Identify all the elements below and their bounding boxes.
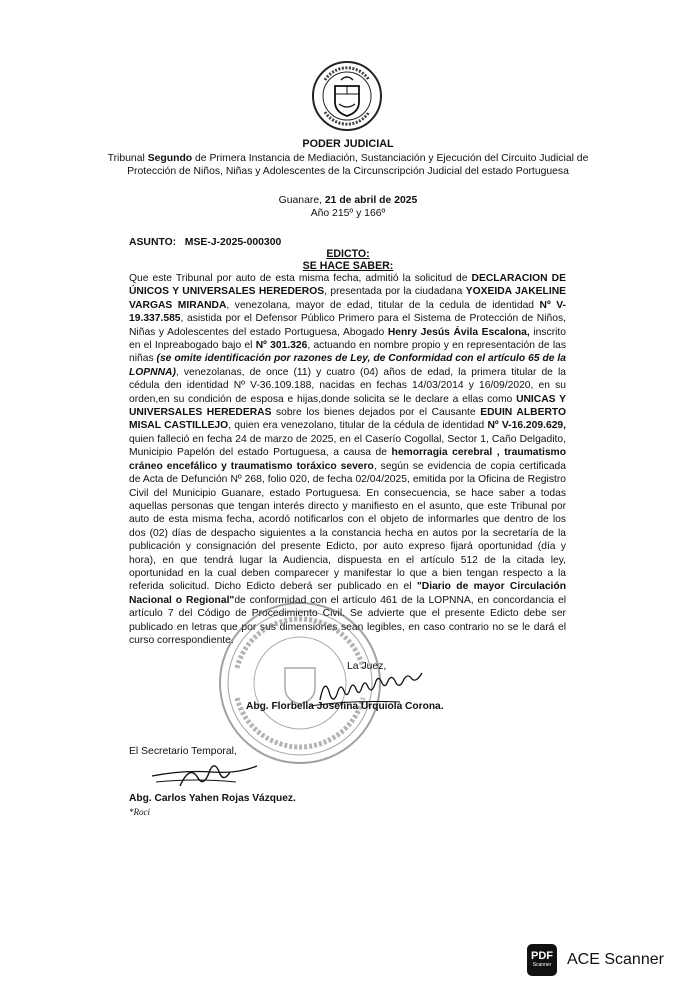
judge-name: Abg. Florbella Josefina Urquiola Corona. <box>246 701 444 712</box>
typist-initials: *Roci <box>129 807 150 817</box>
case-number: ASUNTO: MSE-J-2025-000300 <box>129 237 282 248</box>
scanner-watermark <box>527 944 664 976</box>
year-line: Año 215º y 166º <box>310 208 386 219</box>
document-date: Guanare, 21 de abril de 2025 <box>278 195 418 206</box>
tribunal-seal-icon <box>311 60 383 132</box>
court-title: PODER JUDICIAL <box>302 138 394 150</box>
pdf-scanner-logo-icon: PDF Scanner <box>527 944 557 976</box>
secretary-label: El Secretario Temporal, <box>129 746 237 757</box>
scanner-app-name: ACE Scanner <box>567 951 664 968</box>
edict-title: EDICTO: <box>326 248 370 260</box>
tribunal-description: Tribunal Segundo de Primera Instancia de Mediación, Sustanciación y Ejecución del Circuito Judicial de Protección de Niños, Niñas y Adolescentes de la Circunscripción Judicial del estado Portuguesa <box>107 153 589 177</box>
edict-body: Que este Tribunal por auto de esta misma fecha, admitió la solicitud de DECLARACION DE ÚNICOS Y UNIVERSALES HEREDEROS, presentada por la ciudadana YOXEIDA JAKELINE VARGAS MIRANDA, venezolana, mayor de edad, titular de la cedula de identidad Nº V-19.337.585, asistida por el Defensor Público Primero para el Sistema de Protección de Niños, Niñas y Adolescentes del estado Portuguesa, Abogado Henry Jesús Ávila Escalona, inscrito en el Inpreabogado bajo el Nº 301.326, actuando en nombre propio y en representación de las niñas (se omite identificación por razones de Ley, de Conformidad con el artículo 65 de la LOPNNA), venezolanas, de once (11) y cuatro (04) años de edad, la primera titular de la cédula den identidad Nº V-36.109.188, nacidas en fechas 14/03/2014 y 16/09/2020, en su orden,en su condición de esposa e hijas,donde solicita se le declare a ellas como UNICAS Y UNIVERSALES HEREDERAS sobre los bienes dejados por el Causante EDUIN ALBERTO MISAL CASTILLEJO, quien era venezolano, titular de la cédula de identidad Nº V-16.209.629, quien falleció en fecha 24 de marzo de 2025, en el Caserío Cogollal, Sector 1, Caño Delgadito, Municipio Papelón del estado Portuguesa, a causa de hemorragia cerebral , traumatismo cráneo encefálico y traumatismo toráxico severo, según se evidencia de copia certificada de Acta de Defunción Nº 268, folio 020, de fecha 02/04/2025, emitida por la Oficina de Registro Civil del Municipio Guanare, estado Portuguesa. En consecuencia, se hace saber a todas aquellas personas que tengan interés directo y manifiesto en el asunto, que este Tribunal por auto de esta misma fecha, acordó notificarlos con el objeto de informarles que dentro de los dos (02) días de despacho siguientes a la constancia hecha en autos por la secretaría de la publicación y consignación del presente Edicto, por auto expreso fijará oportunidad (día y hora), en que tendrá lugar la Audiencia, dispuesta en el artículo 512 de la citada ley, oportunidad en la cual deben comparecer y manifestar lo que a bien tengan respecto a la referida solicitud. Dicho Edicto deberá ser publicado en el "Diario de mayor Circulación Nacional o Regional"de conformidad con el artículo 461 de la LOPNNA, en concordancia el artículo 7 del Código de Procedimiento Civil. Se advierte que el presente Edicto debe ser publicado en letras que por sus dimensiones sean legibles, en caso contrario no se le dará el curso correspondiente. <box>129 273 567 646</box>
secretary-name: Abg. Carlos Yahen Rojas Vázquez. <box>129 793 296 804</box>
secretary-signature-icon <box>150 752 260 790</box>
judge-label: La Juez, <box>347 661 387 672</box>
edict-subtitle: SE HACE SABER: <box>302 260 394 272</box>
